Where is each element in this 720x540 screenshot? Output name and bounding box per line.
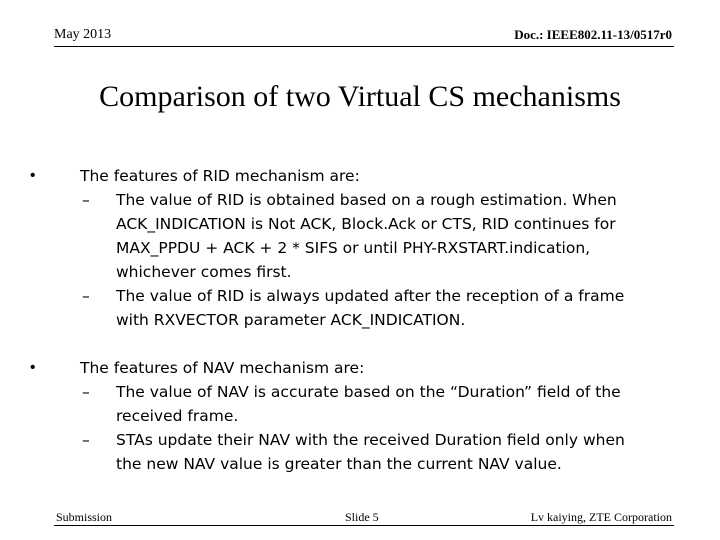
header-doc-id: Doc.: IEEE802.11-13/0517r0 [514, 27, 672, 42]
sub-line: The value of NAV is accurate based on the “Duration” field of the [116, 383, 621, 401]
dash-marker: – [82, 287, 90, 305]
sub-line: The value of RID is obtained based on a rough estimation. When [116, 191, 617, 209]
sub-line: STAs update their NAV with the received Duration field only when [116, 431, 625, 449]
bullet-text: The features of NAV mechanism are: [80, 359, 365, 377]
sub-line: received frame. [116, 407, 239, 425]
footer-author: Lv kaiying, ZTE Corporation [530, 510, 672, 524]
footer-submission: Submission [56, 510, 113, 524]
sub-bullet [80, 428, 680, 476]
sub-line: whichever comes first. [116, 263, 292, 281]
header-date: May 2013 [54, 27, 112, 42]
sub-line: ACK_INDICATION is Not ACK, Block.Ack or CTS, RID continues for [116, 215, 616, 233]
slide-title: Comparison of two Virtual CS mechanisms [99, 80, 621, 113]
sub-line: with RXVECTOR parameter ACK_INDICATION. [116, 311, 466, 329]
bullet-rid-subs [30, 188, 680, 332]
sub-line: The value of RID is always updated after the reception of a frame [116, 287, 625, 305]
bullet-rid [30, 164, 680, 188]
footer-divider [54, 525, 674, 526]
sub-bullet [80, 284, 680, 332]
footer-slide-number: Slide 5 [345, 510, 379, 524]
slide-body [30, 164, 680, 476]
bullet-nav [30, 356, 680, 380]
sub-bullet [80, 188, 680, 284]
bullet-nav-subs [30, 380, 680, 476]
sub-line: the new NAV value is greater than the current NAV value. [116, 455, 562, 473]
dash-marker: – [82, 191, 90, 209]
dash-marker: – [82, 383, 90, 401]
bullet-marker: • [30, 359, 36, 376]
bullet-marker: • [30, 167, 36, 184]
sub-bullet [80, 380, 680, 428]
header-divider [54, 46, 674, 47]
sub-line: MAX_PPDU + ACK + 2 * SIFS or until PHY-RXSTART.indication, [116, 239, 591, 257]
dash-marker: – [82, 431, 90, 449]
bullet-text: The features of RID mechanism are: [80, 167, 360, 185]
